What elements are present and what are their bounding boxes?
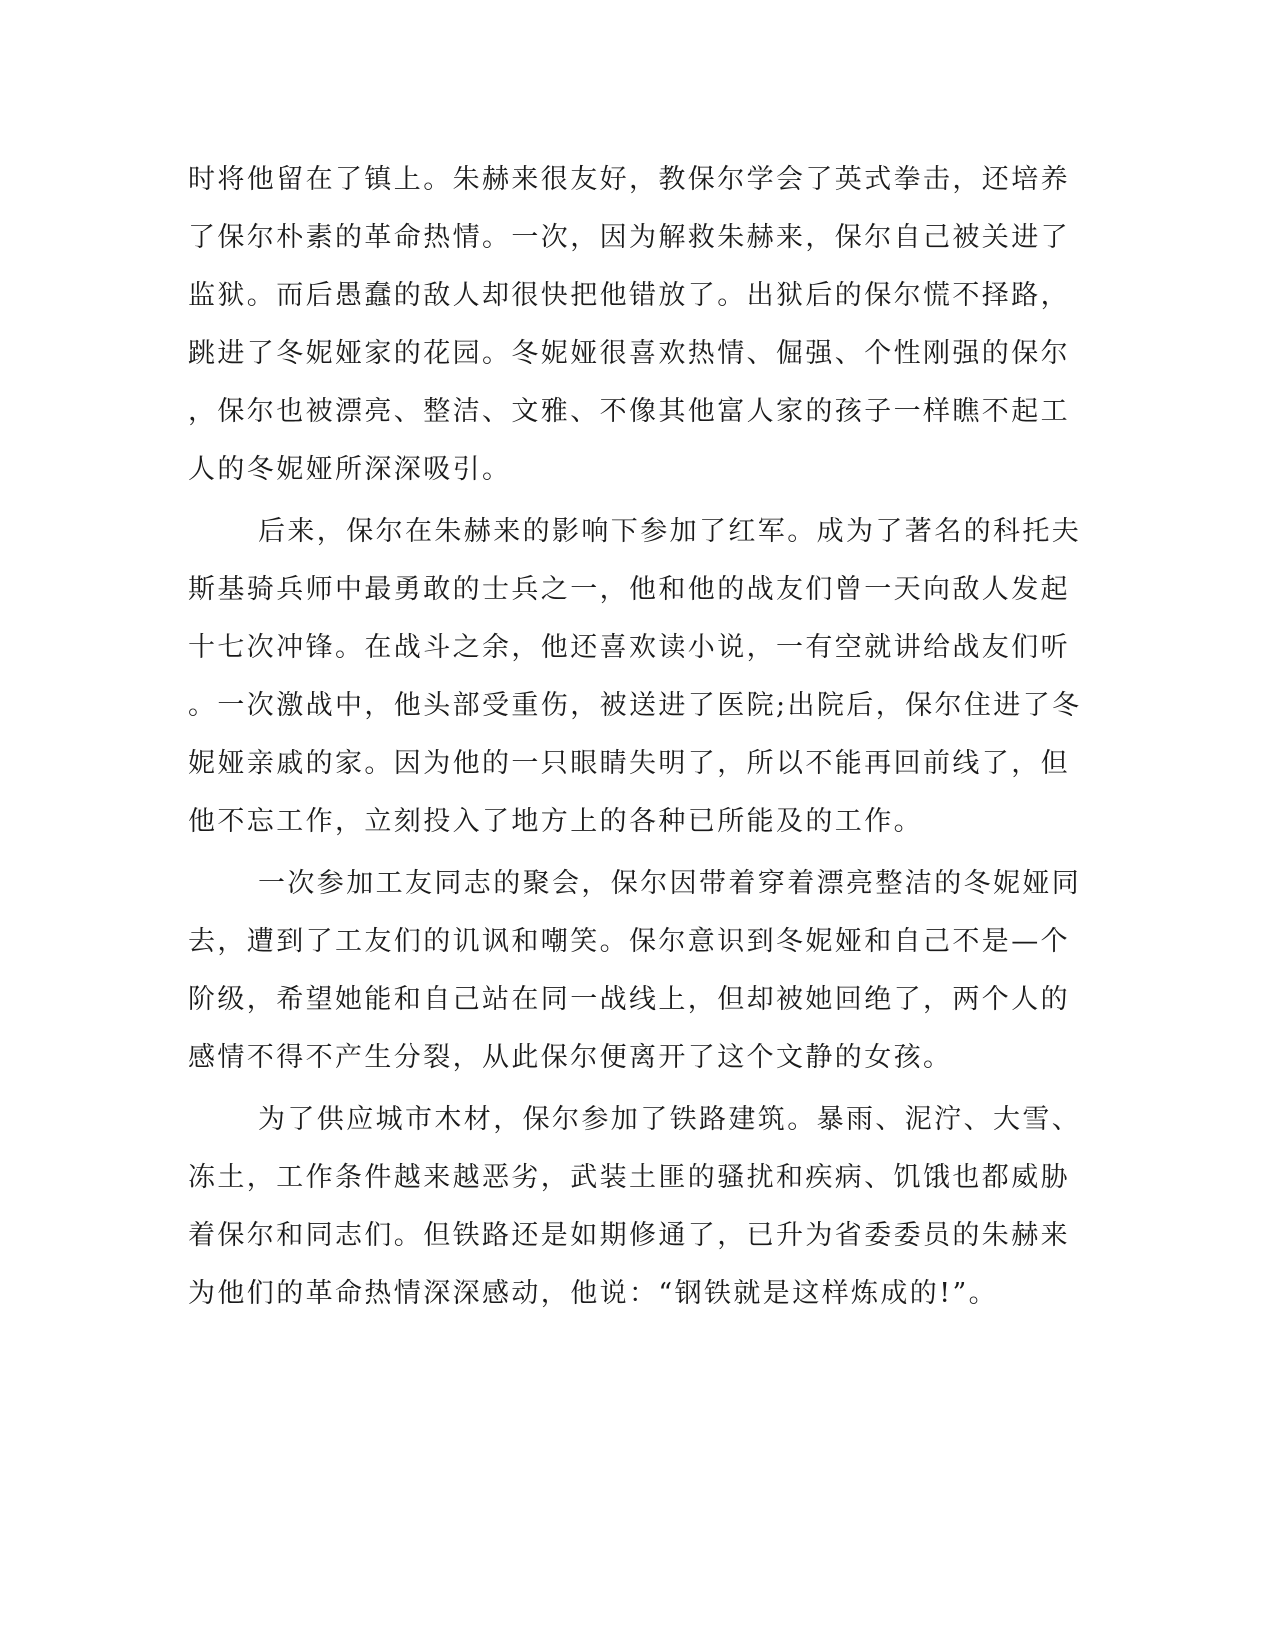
text-line: 了保尔朴素的革命热情。一次，因为解救朱赫来，保尔自己被关进了 (188, 222, 1070, 253)
text-line: 时将他留在了镇上。朱赫来很友好，教保尔学会了英式拳击，还培养 (188, 164, 1070, 195)
paragraph-first-line: 后来，保尔在朱赫来的影响下参加了红军。成为了著名的科托夫 (258, 516, 1082, 547)
paragraph-first-line: 一次参加工友同志的聚会，保尔因带着穿着漂亮整洁的冬妮娅同 (258, 868, 1082, 899)
paragraph-first-line: 为了供应城市木材，保尔参加了铁路建筑。暴雨、泥泞、大雪、 (258, 1104, 1082, 1135)
text-line: 着保尔和同志们。但铁路还是如期修通了，已升为省委委员的朱赫来 (188, 1220, 1070, 1251)
text-line: 十七次冲锋。在战斗之余，他还喜欢读小说，一有空就讲给战友们听 (188, 632, 1070, 663)
text-line: 跳进了冬妮娅家的花园。冬妮娅很喜欢热情、倔强、个性刚强的保尔 (188, 338, 1070, 369)
text-line: 人的冬妮娅所深深吸引。 (188, 454, 512, 485)
text-line: ，保尔也被漂亮、整洁、文雅、不像其他富人家的孩子一样瞧不起工 (188, 396, 1070, 427)
text-line: 监狱。而后愚蠢的敌人却很快把他错放了。出狱后的保尔慌不择路， (188, 280, 1070, 311)
text-line: 去，遭到了工友们的讥讽和嘲笑。保尔意识到冬妮娅和自己不是—个 (188, 926, 1070, 957)
text-line: 为他们的革命热情深深感动，他说：“钢铁就是这样炼成的!”。 (188, 1278, 999, 1309)
text-line: 。一次激战中，他头部受重伤，被送进了医院;出院后，保尔住进了冬 (188, 690, 1082, 721)
text-line: 感情不得不产生分裂，从此保尔便离开了这个文静的女孩。 (188, 1042, 953, 1073)
text-line: 阶级，希望她能和自己站在同一战线上，但却被她回绝了，两个人的 (188, 984, 1070, 1015)
text-line: 妮娅亲戚的家。因为他的一只眼睛失明了，所以不能再回前线了，但 (188, 748, 1070, 779)
text-line: 斯基骑兵师中最勇敢的士兵之一，他和他的战友们曾一天向敌人发起 (188, 574, 1070, 605)
text-line: 他不忘工作，立刻投入了地方上的各种已所能及的工作。 (188, 806, 923, 837)
text-line: 冻土，工作条件越来越恶劣，武装土匪的骚扰和疾病、饥饿也都威胁 (188, 1162, 1070, 1193)
